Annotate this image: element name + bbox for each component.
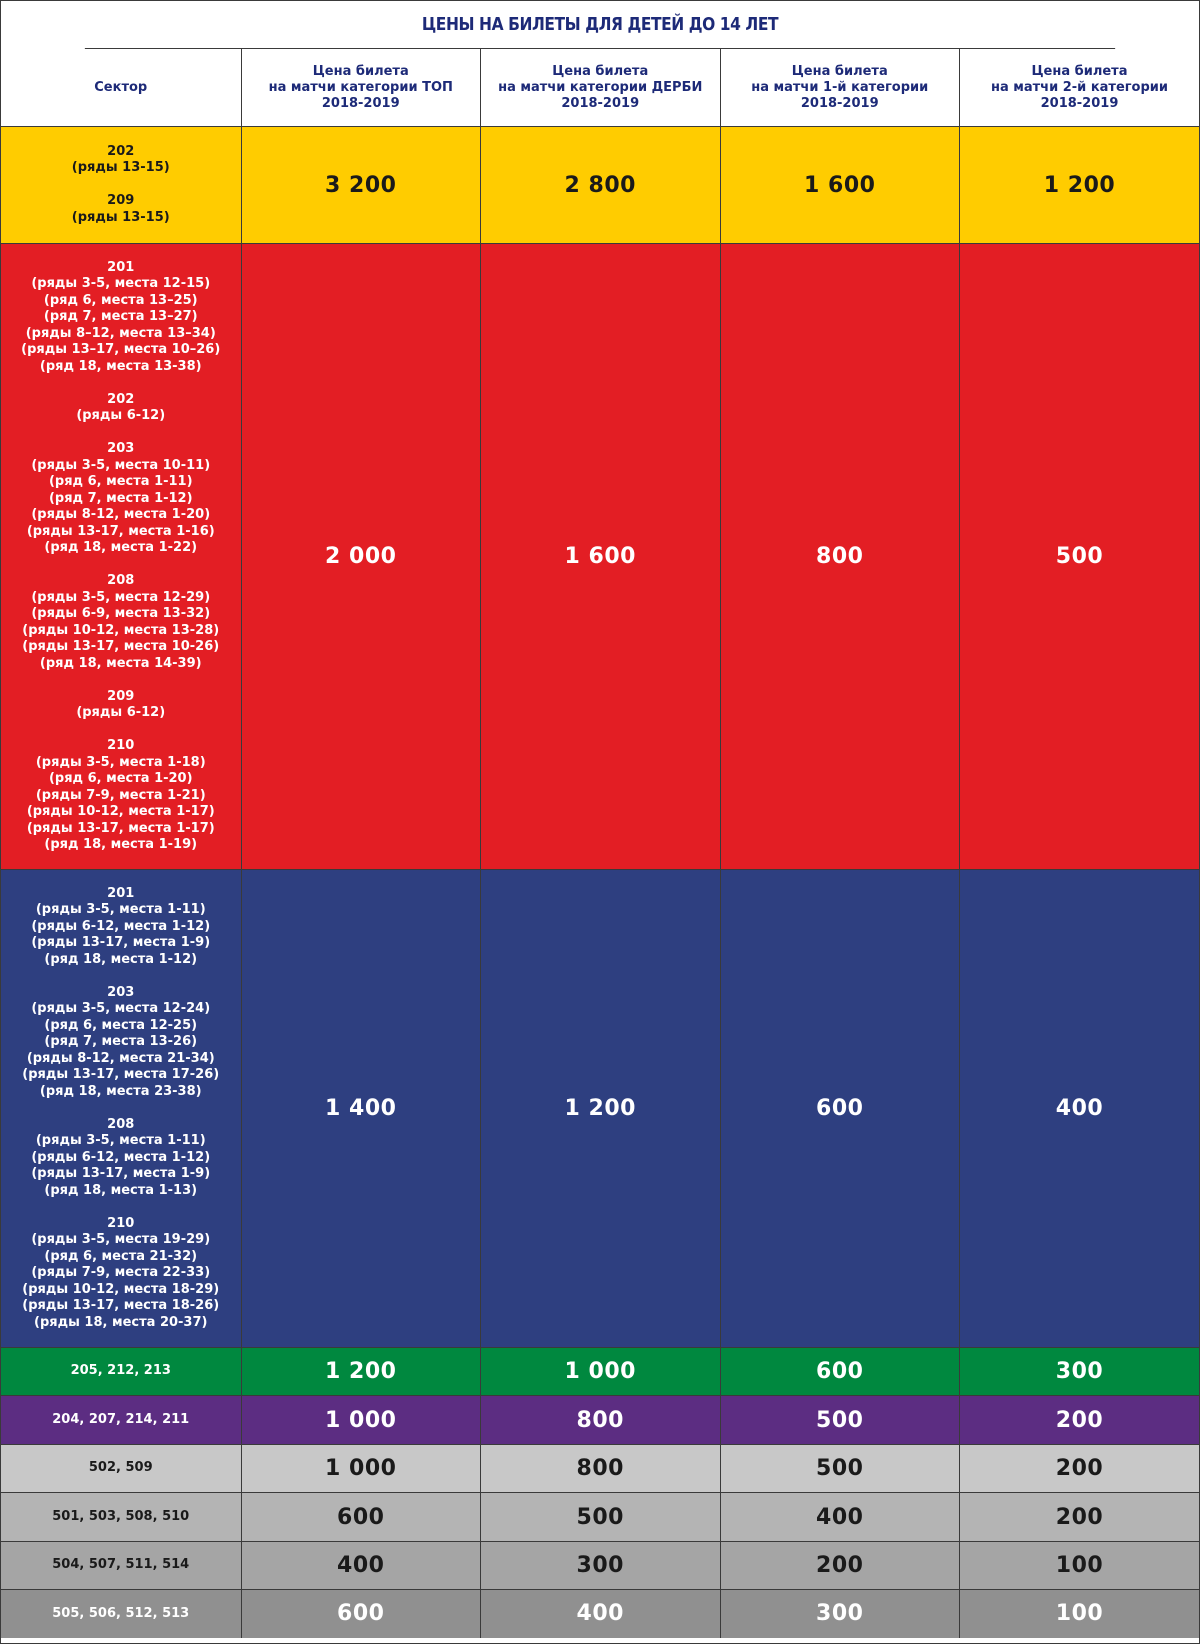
- price-cell: 300: [960, 1348, 1200, 1396]
- price-cell: 3 200: [241, 127, 481, 244]
- price-row: [1, 244, 1199, 870]
- sector-line: 210: [107, 1215, 135, 1231]
- header-price-top: [241, 49, 481, 127]
- price-cell: 1 400: [241, 870, 481, 1348]
- sector-line: 504, 507, 511, 514: [52, 1557, 190, 1573]
- sector-line: 505, 506, 512, 513: [52, 1605, 190, 1621]
- sector-line: (ряды 8–12, места 13–34): [25, 325, 216, 341]
- price-cell: 100: [960, 1590, 1200, 1638]
- sector-group: [1, 1460, 241, 1477]
- price-cell: 300: [720, 1590, 960, 1638]
- header-line: 2018-2019: [321, 95, 400, 111]
- sector-line: (ряды 3-5, места 19-29): [31, 1232, 211, 1248]
- price-cell: 1 000: [481, 1348, 721, 1396]
- price-cell: 400: [960, 870, 1200, 1348]
- price-cell: 500: [481, 1493, 721, 1542]
- sector-line: 201: [107, 259, 135, 275]
- sector-group: [1, 1216, 241, 1332]
- price-cell: 100: [960, 1542, 1200, 1590]
- price-table: [1, 49, 1199, 1638]
- sector-cell: [1, 1445, 241, 1493]
- page-title: ЦЕНЫ НА БИЛЕТЫ ДЛЯ ДЕТЕЙ ДО 14 ЛЕТ: [85, 1, 1115, 49]
- header-sector: Сектор: [1, 49, 241, 127]
- price-cell: 500: [720, 1396, 960, 1445]
- sector-line: (ряды 3-5, места 1-18): [35, 754, 206, 770]
- sector-group: [1, 193, 241, 226]
- price-cell: 1 200: [960, 127, 1200, 244]
- price-cell: 800: [481, 1396, 721, 1445]
- price-cell: 600: [720, 870, 960, 1348]
- header-line: Цена билета: [791, 63, 888, 79]
- sector-cell: [1, 1590, 241, 1638]
- price-cell: 200: [960, 1445, 1200, 1493]
- sector-group: [1, 1557, 241, 1574]
- sector-line: (ряды 3-5, места 12-24): [31, 1001, 211, 1017]
- price-row: [1, 1542, 1199, 1590]
- price-cell: 600: [720, 1348, 960, 1396]
- header-line: на матчи 1-й категории: [751, 79, 929, 95]
- price-cell: 1 000: [241, 1445, 481, 1493]
- sector-group: [1, 260, 241, 376]
- sector-group: [1, 441, 241, 557]
- price-cell: 800: [481, 1445, 721, 1493]
- header-price-category-1: [720, 49, 960, 127]
- sector-line: 209: [107, 688, 135, 704]
- sector-line: (ряды 3-5, места 10-11): [31, 457, 211, 473]
- sector-line: 202: [107, 391, 135, 407]
- header-line: 2018-2019: [561, 95, 640, 111]
- sector-line: (ряды 3-5, места 12-29): [31, 589, 211, 605]
- sector-line: 204, 207, 214, 211: [52, 1411, 190, 1427]
- header-price-derby: [481, 49, 721, 127]
- sector-line: (ряды 13-17, места 1-17): [26, 820, 215, 836]
- header-line: на матчи категории ДЕРБИ: [498, 79, 703, 95]
- price-cell: 400: [720, 1493, 960, 1542]
- sector-line: (ряды 10-12, места 13-28): [22, 622, 220, 638]
- sector-line: (ряды 3-5, места 12-15): [31, 276, 211, 291]
- sector-line: 210: [107, 738, 135, 753]
- sector-line: (ряды 10-12, места 1-17): [26, 804, 215, 819]
- sector-line: (ряд 18, места 1-19): [44, 837, 198, 852]
- sector-line: 208: [107, 1116, 135, 1132]
- sector-line: (ряды 13-17, места 1-9): [31, 935, 211, 951]
- sector-line: (ряды 13-15): [71, 160, 170, 176]
- sector-group: [1, 144, 241, 177]
- sector-line: (ряд 6, места 21-32): [44, 1248, 198, 1264]
- sector-line: (ряды 6-12, места 1-12): [31, 918, 211, 934]
- price-cell: 1 000: [241, 1396, 481, 1445]
- sector-line: 209: [107, 193, 135, 209]
- sector-line: (ряд 6, места 1-11): [48, 474, 193, 489]
- sector-line: 502, 509: [88, 1460, 153, 1476]
- price-row: [1, 1445, 1199, 1493]
- header-row: [1, 49, 1199, 127]
- sector-group: [1, 573, 241, 672]
- sector-group: [1, 1363, 241, 1380]
- sector-line: (ряд 7, места 1-12): [48, 490, 193, 506]
- header-line: на матчи категории ТОП: [268, 79, 453, 95]
- sector-line: (ряд 18, места 13-38): [39, 358, 202, 374]
- price-row: [1, 127, 1199, 244]
- sector-line: (ряды 6-9, места 13-32): [31, 606, 211, 621]
- price-cell: 1 600: [720, 127, 960, 244]
- sector-line: (ряды 3-5, места 1-11): [35, 902, 206, 918]
- header-line: Цена билета: [1031, 63, 1128, 79]
- price-cell: 1 600: [481, 244, 721, 870]
- sector-line: 205, 212, 213: [70, 1363, 171, 1379]
- sector-line: 203: [107, 984, 135, 1000]
- sector-line: (ряды 13-17, места 17-26): [22, 1067, 220, 1083]
- sector-line: (ряды 13-17, места 1-9): [31, 1166, 211, 1182]
- header-price-category-2: [960, 49, 1200, 127]
- sector-line: (ряд 18, места 23-38): [39, 1083, 202, 1099]
- header-line: Цена билета: [312, 63, 409, 79]
- sector-line: (ряд 18, места 14-39): [39, 655, 202, 671]
- price-cell: 800: [720, 244, 960, 870]
- sector-group: [1, 689, 241, 722]
- sector-line: (ряды 18, места 20-37): [34, 1314, 208, 1330]
- sector-cell: [1, 1396, 241, 1445]
- sector-group: [1, 985, 241, 1101]
- sector-line: (ряд 18, места 1-12): [44, 951, 198, 967]
- sector-line: (ряды 10-12, места 18-29): [22, 1281, 220, 1297]
- header-line: 2018-2019: [1040, 95, 1119, 111]
- sector-line: (ряды 3-5, места 1-11): [35, 1133, 206, 1149]
- price-row: [1, 1493, 1199, 1542]
- price-cell: 400: [241, 1542, 481, 1590]
- sector-cell: [1, 1348, 241, 1396]
- sector-line: (ряды 6-12): [76, 705, 166, 720]
- sector-group: [1, 1412, 241, 1429]
- sector-group: [1, 1606, 241, 1623]
- sector-cell: [1, 244, 241, 870]
- sector-line: (ряды 7-9, места 22-33): [31, 1265, 211, 1281]
- price-rows: [1, 127, 1199, 1638]
- price-cell: 1 200: [481, 870, 721, 1348]
- sector-line: (ряд 7, места 13-26): [44, 1034, 198, 1050]
- price-cell: 1 200: [241, 1348, 481, 1396]
- price-cell: 600: [241, 1590, 481, 1638]
- price-row: [1, 870, 1199, 1348]
- sector-line: 203: [107, 441, 135, 456]
- sector-line: (ряды 7-9, места 1-21): [35, 787, 206, 803]
- sector-line: (ряды 8-12, места 1-20): [31, 507, 211, 522]
- sector-line: 201: [107, 885, 135, 901]
- sector-line: (ряд 6, места 13–25): [43, 292, 198, 308]
- sector-line: (ряды 8-12, места 21-34): [26, 1050, 215, 1066]
- price-cell: 600: [241, 1493, 481, 1542]
- sector-line: (ряд 7, места 13–27): [43, 309, 198, 324]
- sector-line: (ряды 13-17, места 18-26): [22, 1298, 220, 1314]
- sector-line: 202: [107, 143, 135, 159]
- price-row: [1, 1590, 1199, 1638]
- header-line: 2018-2019: [800, 95, 879, 111]
- price-cell: 500: [720, 1445, 960, 1493]
- header-line: на матчи 2-й категории: [990, 79, 1169, 95]
- sector-group: [1, 886, 241, 969]
- price-cell: 500: [960, 244, 1200, 870]
- sector-group: [1, 392, 241, 425]
- price-cell: 2 000: [241, 244, 481, 870]
- sector-line: (ряды 13-15): [71, 209, 170, 225]
- price-cell: 200: [720, 1542, 960, 1590]
- sector-line: 208: [107, 573, 135, 588]
- price-cell: 400: [481, 1590, 721, 1638]
- sector-cell: [1, 870, 241, 1348]
- price-row: [1, 1348, 1199, 1396]
- sector-cell: [1, 127, 241, 244]
- sector-cell: [1, 1493, 241, 1542]
- sector-group: [1, 738, 241, 854]
- price-row: [1, 1396, 1199, 1445]
- price-cell: 200: [960, 1396, 1200, 1445]
- sector-line: (ряды 13–17, места 10–26): [21, 342, 221, 357]
- sector-line: (ряды 6-12, места 1-12): [31, 1149, 211, 1165]
- sector-cell: [1, 1542, 241, 1590]
- sector-line: (ряды 13-17, места 10-26): [22, 639, 220, 654]
- sector-line: (ряд 18, места 1-22): [44, 540, 198, 555]
- price-cell: 2 800: [481, 127, 721, 244]
- sector-line: (ряд 6, места 1-20): [48, 771, 193, 786]
- header-line: Цена билета: [552, 63, 649, 79]
- price-cell: 200: [960, 1493, 1200, 1542]
- sector-line: (ряд 18, места 1-13): [44, 1182, 198, 1198]
- sector-line: (ряды 13-17, места 1-16): [26, 523, 215, 539]
- sector-group: [1, 1509, 241, 1526]
- sector-line: 501, 503, 508, 510: [52, 1508, 190, 1524]
- sector-group: [1, 1117, 241, 1200]
- sector-line: (ряд 6, места 12-25): [44, 1017, 198, 1033]
- price-cell: 300: [481, 1542, 721, 1590]
- sector-line: (ряды 6-12): [76, 408, 166, 423]
